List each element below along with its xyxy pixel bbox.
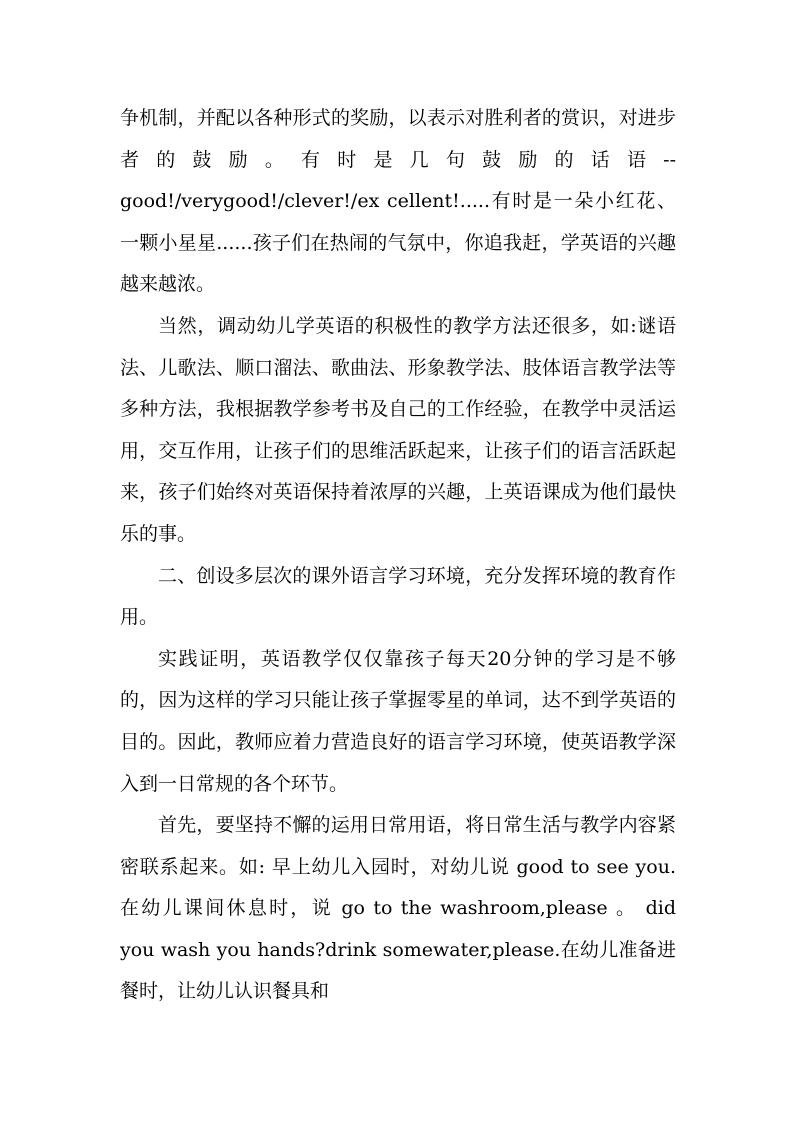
- paragraph-daily-expressions: 首先，要坚持不懈的运用日常用语，将日常生活与教学内容紧密联系起来。如: 早上幼儿入园时，对幼儿说 good to see you. 在幼儿课间休息时，说 go to the washroom,please 。 did you wash you hands?drink somewater,please.在幼儿准备进餐时，让幼儿认识餐具和: [120, 814, 676, 1003]
- paragraph-section-heading-environment: 二、创设多层次的课外语言学习环境，充分发挥环境的教育作用。: [120, 564, 676, 629]
- document-body: [120, 98, 676, 1013]
- paragraph-teaching-methods: 当然，调动幼儿学英语的积极性的教学方法还很多，如:谜语法、儿歌法、顺口溜法、歌曲法、形象教学法、肢体语言教学法等多种方法，我根据教学参考书及自己的工作经验，在教学中灵活运用，交互作用，让孩子们的思维活跃起来，让孩子们的语言活跃起来，孩子们始终对英语保持着浓厚的兴趣，上英语课成为他们最快乐的事。: [120, 314, 676, 545]
- paragraph-reward-system: 争机制，并配以各种形式的奖励，以表示对胜利者的赏识，对进步者的鼓励。有时是几句鼓励的话语--good!/verygood!/clever!/ex cellent!.....有时是一朵小红花、一颗小星星......孩子们在热闹的气氛中，你追我赶，学英语的兴趣越来越浓。: [120, 107, 676, 296]
- paragraph-practice-evidence: 实践证明，英语教学仅仅靠孩子每天20分钟的学习是不够的，因为这样的学习只能让孩子掌握零星的单词，达不到学英语的目的。因此，教师应着力营造良好的语言学习环境，使英语教学深入到一日常规的各个环节。: [120, 647, 676, 795]
